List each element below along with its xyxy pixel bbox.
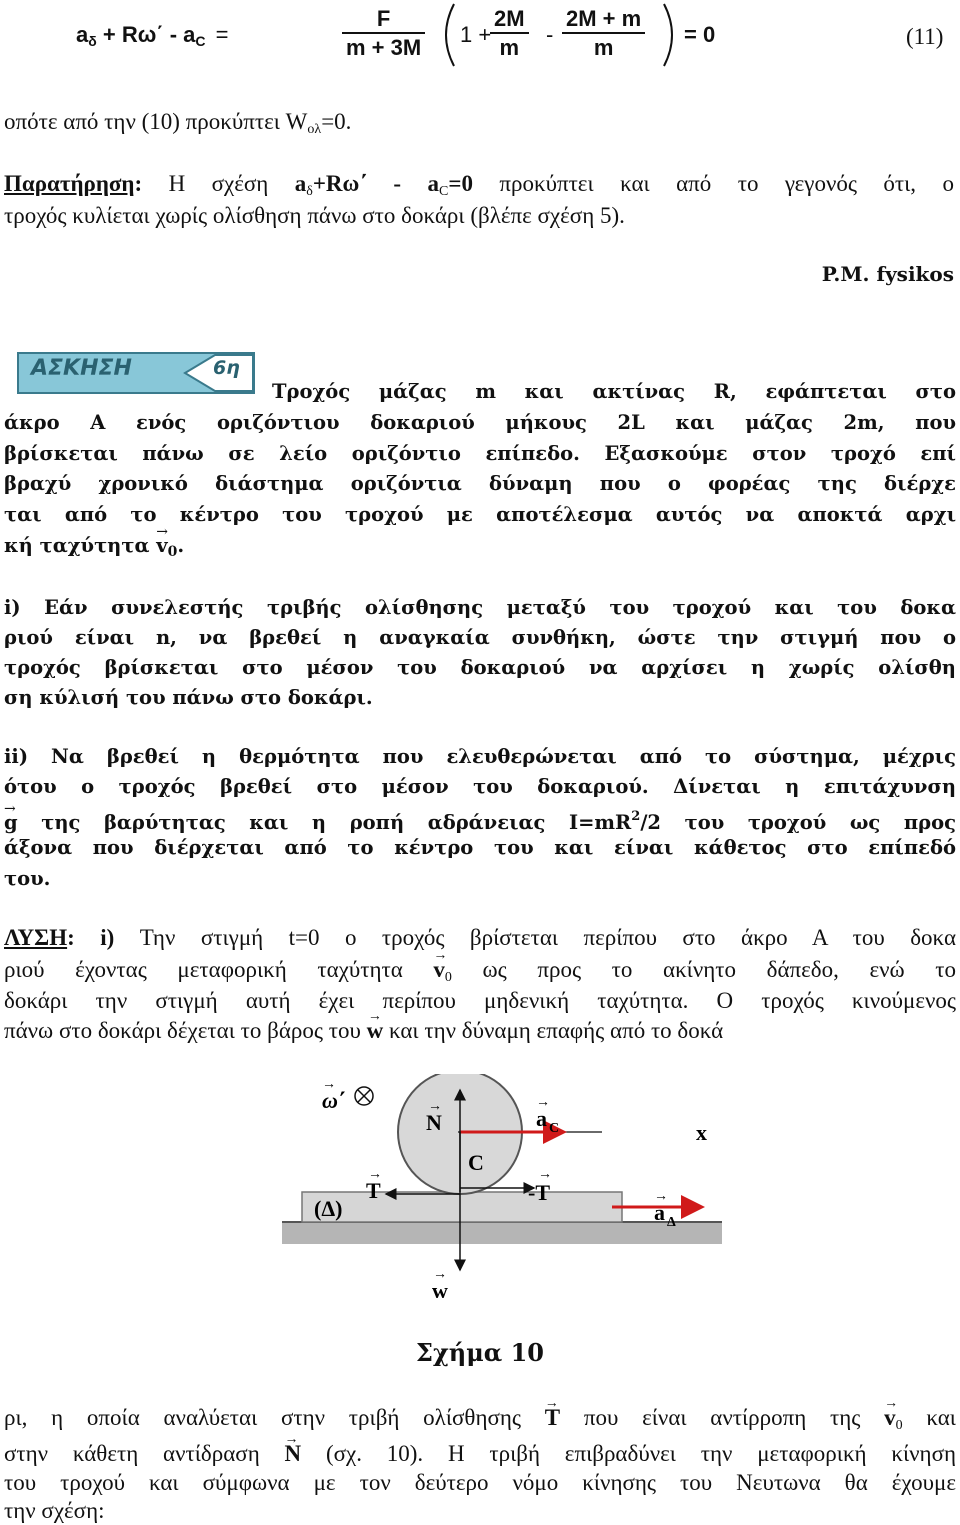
eq-lhs: a xyxy=(76,22,89,47)
svg-text:→: → xyxy=(433,1267,447,1282)
remark-line-1 xyxy=(4,170,954,206)
colon: : xyxy=(67,925,75,950)
closing-line-2 xyxy=(4,1440,956,1468)
exercise-badge xyxy=(17,349,255,395)
sub: δ xyxy=(306,184,313,199)
label-x: x xyxy=(696,1120,707,1145)
label-ac: a xyxy=(536,1106,547,1131)
text: προκύπτει και από το γεγονός ότι, ο xyxy=(472,171,954,196)
part-ii-line-1: ii) Να βρεθεί η θερμότητα που ελευθερώνεται από το σύστημα, μέχρις xyxy=(4,745,956,768)
eq-lhs-sub: δ xyxy=(88,33,97,49)
eq-frac1-num: F xyxy=(342,6,425,34)
text: που είναι αντίρροπη της xyxy=(560,1405,885,1430)
sub: ολ xyxy=(307,122,322,137)
left-paren xyxy=(436,2,458,68)
text: Η σχέση xyxy=(142,171,295,196)
eq-frac3-den: m xyxy=(593,35,614,60)
eq-frac2 xyxy=(490,6,529,62)
text: κή ταχύτητα xyxy=(4,534,157,557)
svg-text:→: → xyxy=(428,1099,442,1114)
part-i-line-4: ση κύλισή του πάνω στο δοκάρι. xyxy=(4,686,373,709)
eq-term2-sub: C xyxy=(195,33,206,49)
equation-11 xyxy=(76,2,956,68)
text: (σχ. 10). Η τριβή επιβραδύνει την μεταφορική κίνηση xyxy=(301,1441,956,1466)
text: στην κάθετη αντίδραση xyxy=(4,1441,285,1466)
remark-line-2: τροχός κυλίεται χωρίς ολίσθηση πάνω στο δοκάρι (βλέπε σχέση 5). xyxy=(4,203,625,228)
eq-frac3 xyxy=(562,6,645,62)
text: και xyxy=(902,1405,956,1430)
vector-v0: → v xyxy=(433,956,445,984)
solution-line-4 xyxy=(4,1017,723,1045)
text: ρι, η οποία αναλύεται στην τριβή ολίσθησης xyxy=(4,1405,545,1430)
eq-rhs: = 0 xyxy=(684,22,716,47)
remark-formula: a xyxy=(294,171,307,196)
svg-text:→: → xyxy=(368,1167,382,1182)
vector-n: → N xyxy=(285,1440,302,1468)
eq-frac1 xyxy=(342,6,425,62)
problem-line-6 xyxy=(4,532,184,566)
badge-word: ΑΣΚΗΣΗ xyxy=(31,356,132,381)
line-after-equation xyxy=(4,108,351,144)
text: ως προς το ακίνητο δάπεδο, ενώ το xyxy=(451,957,956,982)
text: /2 του τροχού ως προς xyxy=(640,811,956,834)
svg-text:→: → xyxy=(322,1077,336,1092)
vector-v0: → v xyxy=(884,1404,896,1432)
label-minus-t: -T xyxy=(528,1180,550,1205)
eq-frac2-den: m xyxy=(499,35,520,60)
text: πάνω στο δοκάρι δέχεται το βάρος του xyxy=(4,1018,367,1043)
sub: 0 xyxy=(895,1418,903,1433)
label-omega: ω΄ xyxy=(322,1088,346,1113)
eq-minus: - xyxy=(546,22,554,47)
ground xyxy=(282,1222,722,1244)
right-paren xyxy=(660,2,682,68)
eq-equals: = xyxy=(215,22,229,47)
sub: 0 xyxy=(167,544,178,560)
label-ad-sub: Δ xyxy=(667,1215,676,1230)
text: και την δύναμη επαφής από το δοκά xyxy=(383,1018,724,1043)
text: . xyxy=(177,534,185,557)
eq-frac3-num: 2M + m xyxy=(562,6,645,34)
label-ac-sub: C xyxy=(549,1121,560,1136)
sub: C xyxy=(439,184,449,199)
beam xyxy=(302,1192,622,1222)
formula: =0 xyxy=(448,171,473,196)
vector-v0: → v xyxy=(156,532,167,560)
remark-label: Παρατήρηση xyxy=(4,171,135,196)
colon: : xyxy=(134,171,143,196)
label-n: N xyxy=(426,1110,442,1135)
solution-line-3: δοκάρι την στιγμή αυτή έχει περίπου μηδενική ταχύτητα. Ο τροχός κινούμενος xyxy=(4,988,956,1013)
vector-g: → g xyxy=(4,809,18,837)
problem-line-2: άκρο Α ενός οριζόντιου δοκαριού μήκους 2L και μάζας 2m, που xyxy=(4,411,956,434)
svg-text:→: → xyxy=(654,1189,668,1204)
part-ii-line-4: άξονα που διέρχεται από το κέντρο του και είναι κάθετος στο επίπεδό xyxy=(4,836,956,859)
label-w: w xyxy=(432,1278,448,1303)
problem-line-5: ται από το κέντρο του τροχού με αποτέλεσμα αυτός να αποκτά αρχι xyxy=(4,503,956,526)
svg-text:→: → xyxy=(536,1095,550,1110)
sub: 0 xyxy=(444,970,452,985)
text: οπότε από την (10) προκύπτει W xyxy=(4,109,308,134)
solution-line-1 xyxy=(4,924,956,952)
eq-number: (11) xyxy=(906,24,944,49)
label-ad: a xyxy=(654,1200,665,1225)
part-i-line-3: τροχός βρίσκεται στο μέσον του δοκαριού να αρχίσει η χωρίς ολίσθη xyxy=(4,656,956,679)
signature: P.M. fysikos xyxy=(821,262,954,286)
part-ii-line-3 xyxy=(4,803,956,837)
label-delta: (Δ) xyxy=(314,1196,343,1221)
sup: 2 xyxy=(631,809,641,824)
eq-frac1-den: m + 3M xyxy=(346,35,422,60)
closing-line-3: του τροχού και σύμφωνα με τον δεύτερο νόμο κίνησης του Νευτωνα θα έχουμε xyxy=(4,1470,956,1495)
eq-frac2-num: 2M xyxy=(490,6,529,34)
label-c: C xyxy=(468,1150,484,1175)
figure-caption: Σχήμα 10 xyxy=(416,1338,544,1367)
formula: +Rω΄ - a xyxy=(312,171,440,196)
eq-term2: + Rω΄ - a xyxy=(102,22,196,47)
closing-line-4: την σχέση: xyxy=(4,1498,105,1523)
problem-line-4: βραχύ χρονικό διάστημα οριζόντια δύναμη που ο φορέας της διέρχε xyxy=(4,472,956,495)
text: =0. xyxy=(321,109,352,134)
solution-label: ΛΥΣΗ xyxy=(4,925,68,950)
svg-text:→: → xyxy=(538,1167,552,1182)
figure-10 xyxy=(282,1074,722,1306)
text: Την στιγμή t=0 ο τροχός βρίστεται περίπου στο άκρο Α του δοκα xyxy=(114,925,956,950)
label-t: T xyxy=(366,1178,381,1203)
badge-number: 6η xyxy=(213,357,240,379)
part-i-line-1: i) Εάν συνελεστής τριβής ολίσθησης μεταξύ του τροχού και του δοκα xyxy=(4,596,956,619)
text: της βαρύτητας και η ροπή αδράνειας I=mR xyxy=(17,811,632,834)
eq-one-plus: 1 + xyxy=(460,22,492,47)
closing-line-1 xyxy=(4,1404,956,1440)
part-ii-line-5: του. xyxy=(4,867,51,890)
problem-line-1: Τροχός μάζας m και ακτίνας R, εφάπτεται στο xyxy=(272,380,956,403)
text: ριού έχοντας μεταφορική ταχύτητα xyxy=(4,957,434,982)
part-i-line-2: ριού είναι n, να βρεθεί η αναγκαία συνθήκη, ώστε την στιγμή που ο xyxy=(4,626,956,649)
vector-t: → T xyxy=(545,1404,560,1432)
part-ii-line-2: ότου ο τροχός βρεθεί στο μέσον του δοκαριού. Δίνεται η επιτάχυνση xyxy=(4,775,956,798)
vector-w: → w xyxy=(367,1017,384,1045)
part: i) xyxy=(74,925,115,950)
problem-line-3: βρίσκεται πάνω σε λείο οριζόντιο επίπεδο. Εξασκούμε στον τροχό επί xyxy=(4,442,956,465)
